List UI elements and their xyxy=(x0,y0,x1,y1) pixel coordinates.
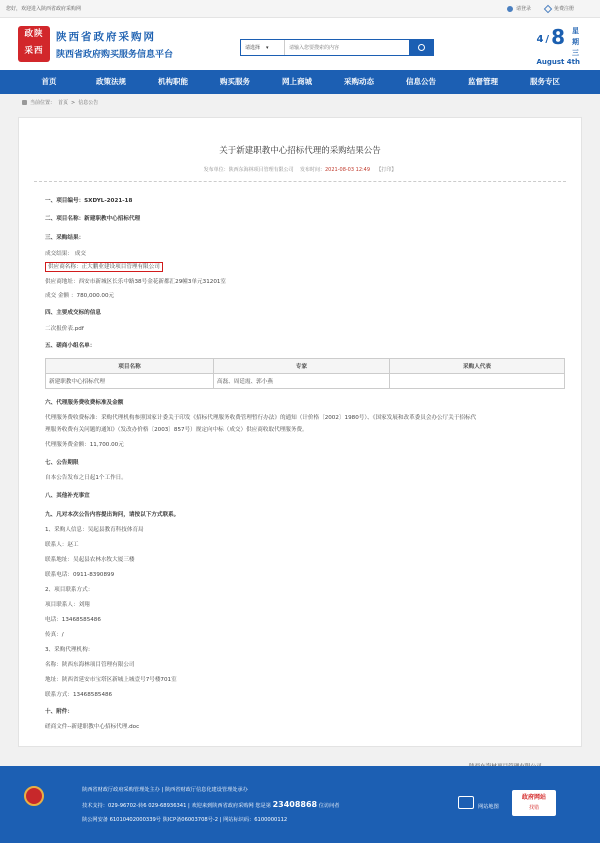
nav-supervision[interactable]: 监督管理 xyxy=(468,77,498,86)
footer-support-text: 技术支持：029-96702-转6 029-68936341 | 欢迎来到陕西省政府采购网 您是第 xyxy=(82,803,273,809)
logo-line-1: 政陕 xyxy=(24,29,44,39)
nav-functions[interactable]: 机构职能 xyxy=(158,77,188,86)
section-line: 九、凡对本次公告内容提出询问，请按以下方式联系。 xyxy=(45,512,180,518)
attachment-link[interactable]: 二次报价表.pdf xyxy=(45,326,84,332)
supplier-name-highlight xyxy=(45,262,163,270)
section-line: 十、附件： xyxy=(45,709,73,715)
search-box xyxy=(240,39,434,56)
body-line: 2、项目联系方式： xyxy=(45,587,94,593)
body-line: 代理服务费金额：11,700.00元 xyxy=(45,442,124,448)
table-cell: 新建职教中心招标代理 xyxy=(46,374,214,389)
article-title: 关于新建职教中心招标代理的采购结果公告 xyxy=(219,146,381,156)
section-line: 四、主要成交标的信息 xyxy=(45,310,101,316)
site-title-sub: 陕西省政府购买服务信息平台 xyxy=(56,50,174,60)
body-line: 3、采购代理机构： xyxy=(45,647,94,653)
section-line: 八、其他补充事宜 xyxy=(45,493,90,499)
supplier-name: 供应商名称：正大鹏业建设项目管理有限公司 xyxy=(45,262,163,272)
table-header: 专家 xyxy=(214,359,390,374)
nav-announcements[interactable]: 信息公告 xyxy=(406,77,436,86)
visitor-count: 23408868 xyxy=(272,800,318,809)
gov-badge-sub: 找错 xyxy=(528,805,539,811)
top-bar xyxy=(0,0,600,18)
article-panel xyxy=(18,117,582,747)
attachment-link[interactable]: 磋商文件--新建职教中心招标代理.doc xyxy=(45,724,140,730)
sitemap-link[interactable]: 网站地图 xyxy=(478,804,499,810)
nav-home[interactable]: 首页 xyxy=(41,77,57,86)
breadcrumb xyxy=(0,94,600,111)
pen-icon xyxy=(544,4,552,12)
print-link[interactable]: 【打印】 xyxy=(376,167,397,173)
body-line: 自本公告发布之日起1个工作日。 xyxy=(45,475,127,481)
section-line: 七、公告期限 xyxy=(45,460,79,466)
top-links xyxy=(507,5,574,12)
site-logo[interactable] xyxy=(18,26,50,62)
nav-service-zone[interactable]: 服务专区 xyxy=(530,77,560,86)
table-cell xyxy=(390,374,565,389)
section-line: 六、代理服务费收费标准及金额 xyxy=(45,400,124,406)
article-meta xyxy=(34,166,566,182)
date-sep: / xyxy=(545,34,550,45)
site-footer xyxy=(0,766,600,843)
footer-visitor-suffix: 位访问者 xyxy=(317,803,340,809)
body-line: 项目联系人：刘翔 xyxy=(45,602,90,608)
table-cell: 高磊、周廷霞、郭小燕 xyxy=(214,374,390,389)
body-line: 代理服务费收费标准：采购代理机构参照国家计委关于印发《招标代理服务收费管理暂行办法》的通知（计价格〔2002〕1980号）、《国家发展和改革委员会办公厅关于招标代 xyxy=(45,415,477,421)
site-title-main: 陕西省政府采购网 xyxy=(56,31,156,43)
search-button[interactable] xyxy=(409,40,433,55)
chevron-down-icon: ▾ xyxy=(266,44,269,51)
body-line: 联系方式：13468585486 xyxy=(45,692,113,698)
sitemap-icon[interactable] xyxy=(458,796,474,809)
welcome-text: 您好，欢迎进入陕西省政府采购网 xyxy=(6,6,82,12)
publish-time: 2021-08-03 12:49 xyxy=(324,167,371,173)
nav-policy[interactable]: 政策法规 xyxy=(96,77,126,86)
nav-purchase-services[interactable]: 购买服务 xyxy=(220,77,250,86)
weekday-char-3: 三 xyxy=(572,49,579,57)
table-row xyxy=(46,374,565,389)
section-line: 二、项目名称：新建职教中心招标代理 xyxy=(45,216,141,222)
search-select-label: 请选择 xyxy=(245,45,261,51)
section-line: 五、磋商小组名单： xyxy=(45,343,96,349)
breadcrumb-separator: > xyxy=(71,99,76,106)
search-category-select[interactable] xyxy=(241,40,285,55)
body-line: 供应商地址：西安市新城区长乐中路38号金花新都汇29幢3单元31201室 xyxy=(45,279,227,285)
body-line: 联系人：赵工 xyxy=(45,542,79,548)
breadcrumb-prefix: 当前位置： xyxy=(30,100,56,106)
breadcrumb-home[interactable]: 首页 xyxy=(58,100,69,106)
register-link[interactable] xyxy=(545,5,574,12)
date-day: 8 xyxy=(551,25,565,49)
nav-mall[interactable]: 网上商城 xyxy=(282,77,312,86)
body-line: 地址：陕西省延安市宝塔区新城上城壹号7号楼701室 xyxy=(45,677,177,683)
body-line: 理服务收费有关问题的通知》（发改办价格〔2003〕857号）规定向中标（成交）供应商收取代理服务费。 xyxy=(45,427,308,433)
section-line: 一、项目编号：SXDYL-2021-18 xyxy=(45,198,133,204)
body-line: 成交 金额 ：780,000.00元 xyxy=(45,293,115,299)
body-line: 联系地址：吴起县农林水牧大厦三楼 xyxy=(45,557,135,563)
table-header-row xyxy=(46,359,565,374)
logo-line-2: 采西 xyxy=(24,46,44,56)
body-line: 电话：13468585486 xyxy=(45,617,101,623)
table-header: 项目名称 xyxy=(46,359,214,374)
register-label: 免费注册 xyxy=(553,6,574,12)
weekday-char-1: 星 xyxy=(572,27,579,35)
login-label: 请登录 xyxy=(515,6,531,12)
publish-time-label: 发布时间： xyxy=(299,167,325,173)
date-display xyxy=(536,25,580,66)
body-line: 成交结果： 成交 xyxy=(45,251,86,257)
footer-sponsor: 陕西省财政厅政府采购管理处主办 | 陕西省财政厅信息化建设管理处承办 xyxy=(82,787,248,793)
police-emblem-icon xyxy=(24,786,44,806)
gov-badge-title: 政府网站 xyxy=(521,794,546,801)
nav-news[interactable]: 采购动态 xyxy=(344,77,374,86)
body-line: 传真：/ xyxy=(45,632,64,638)
gov-site-error-badge[interactable] xyxy=(512,790,556,816)
date-month: 4 xyxy=(536,34,544,45)
footer-support xyxy=(82,800,340,809)
footer-record: 陕公网安备 61010402000339号 陕ICP备06003708号-2 | 网站标识码：6100000112 xyxy=(82,817,288,823)
date-english: August 4th xyxy=(536,58,580,66)
site-title xyxy=(56,29,173,60)
search-input[interactable] xyxy=(285,40,409,55)
body-line: 1、采购人信息：吴起县教育科技体育局 xyxy=(45,527,144,533)
location-icon xyxy=(22,100,27,105)
search-icon xyxy=(418,44,425,51)
body-line: 名称：陕西东海林项目管理有限公司 xyxy=(45,662,135,668)
user-icon xyxy=(507,6,513,12)
weekday xyxy=(571,26,580,59)
panel-table xyxy=(45,358,565,389)
body-line: 联系电话：0911-8390899 xyxy=(45,572,115,578)
login-link[interactable] xyxy=(507,5,531,12)
section-line: 三、采购结果： xyxy=(45,235,85,241)
publisher-label: 发布单位： xyxy=(203,167,229,173)
breadcrumb-current[interactable]: 信息公告 xyxy=(78,100,99,106)
table-header: 采购人代表 xyxy=(390,359,565,374)
main-nav xyxy=(0,70,600,94)
weekday-char-2: 期 xyxy=(572,38,579,46)
publisher: 陕西东海林项目管理有限公司 xyxy=(228,167,294,173)
